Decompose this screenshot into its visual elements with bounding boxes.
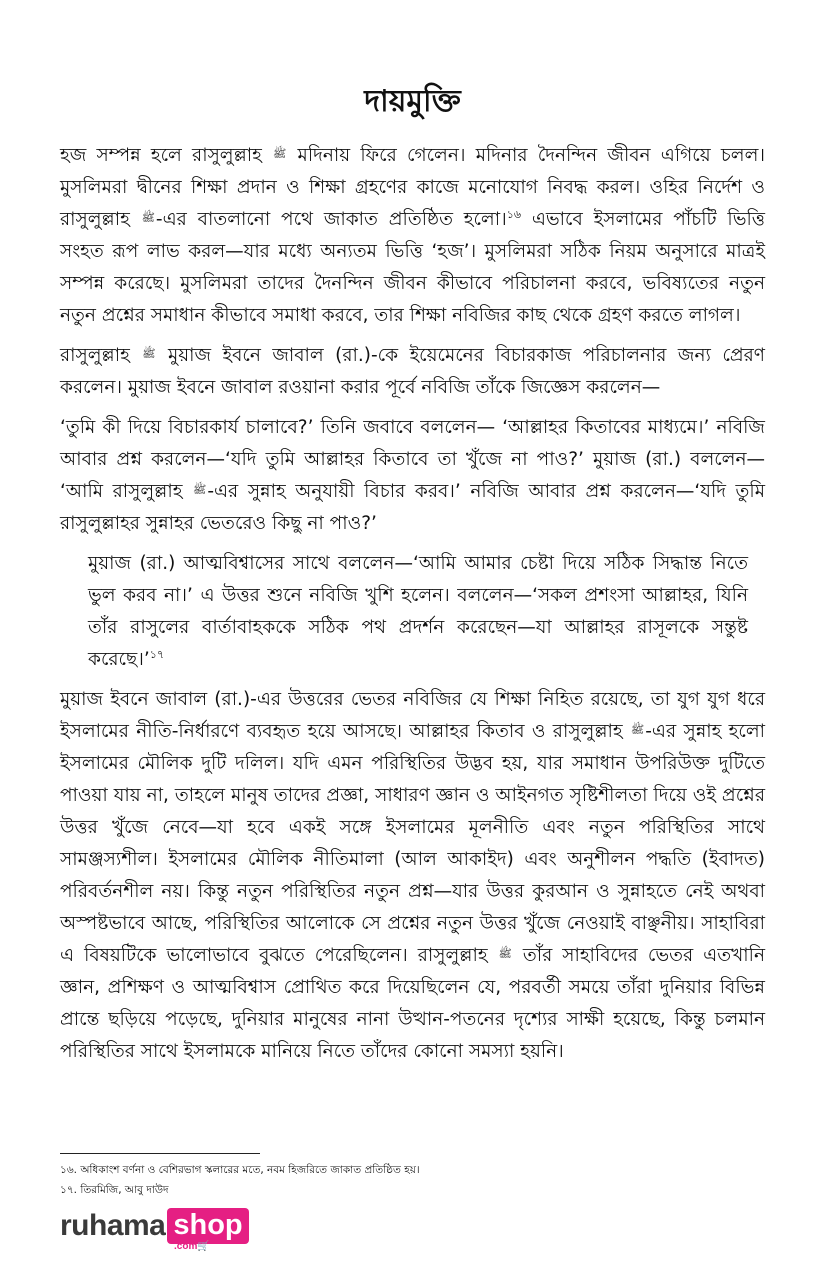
text-run: মদিনায় ফিরে গেলেন। মদিনার দৈনন্দিন জীবন এগিয়ে চলল। মুসলিমরা দ্বীনের শিক্ষা প্রদান ও শিক্ষা গ্রহণের কাজে মনোযোগ নিবদ্ধ করল। ওহির নির্দেশ ও রাসুলুল্লাহ (60, 145, 765, 230)
text-run: তাঁর সাহাবিদের ভেতর এতখানি জ্ঞান, প্রশিক্ষণ ও আত্মবিশ্বাস প্রোথিত করে দিয়েছিলেন যে, পরবর্তী সময়ে তাঁরা দুনিয়ার বিভিন্ন প্রান্তে ছড়িয়ে পড়েছে, দুনিয়ার মানুষের নানা উত্থান-পতনের দৃশ্যের সাক্ষী হয়েছে, কিন্তু চলমান পরিস্থিতির সাথে ইসলামকে মানিয়ে নিতে তাঁদের কোনো সমস্যা হয়নি। (60, 945, 765, 1062)
footnote-marker-16[interactable]: ১৬ (506, 208, 521, 221)
chapter-title: দায়মুক্তি (364, 84, 461, 120)
footnote-marker-17[interactable]: ১৭ (149, 648, 164, 661)
salawat-icon: ﷺ (273, 147, 287, 160)
footnote-divider (60, 1153, 260, 1154)
text-run: এভাবে ইসলামের পাঁচটি ভিত্তি সংহত রূপ লাভ করল—যার মধ্যে অন্যতম ভিত্তি ‘হজ’। মুসলিমরা সঠিক নিয়ম অনুসারে মাত্রই সম্পন্ন করেছে। মুসলিমরা তাদের দৈনন্দিন জীবন কীভাবে পরিচালনা করবে, ভবিষ্যতের নতুন নতুন প্রশ্নের সমাধান কীভাবে সমাধা করবে, তার শিক্ষা নবিজির কাছ থেকে গ্রহণ করতে লাগল। (60, 209, 766, 326)
text-run: -এর সুন্নাহ অনুযায়ী বিচার করব।’ নবিজি আবার প্রশ্ন করলেন—‘যদি তুমি রাসুলুল্লাহর সুন্নাহর ভেতরেও কিছু না পাও?’ (60, 481, 765, 534)
text-run: মুয়াজ ইবনে জাবাল (রা.)-এর উত্তরের ভেতর নবিজির যে শিক্ষা নিহিত রয়েছে, তা যুগ যুগ ধরে ইসলামের নীতি-নির্ধারণে ব্যবহৃত হয়ে আসছে। আল্লাহর কিতাব ও রাসুলুল্লাহ (60, 689, 765, 742)
salawat-icon: ﷺ (142, 347, 156, 360)
paragraph-1 (60, 140, 765, 332)
logo-shop-text: shop (167, 1208, 248, 1244)
footnotes (60, 1160, 760, 1200)
salawat-icon: ﷺ (630, 723, 645, 736)
block-quote (88, 548, 748, 676)
footnote-16: ১৬. অধিকাংশ বর্ণনা ও বেশিরভাগ স্কলারের মতে, নবম হিজরিতে জাকাত প্রতিষ্ঠিত হয়। (60, 1164, 420, 1176)
footnote-17: ১৭. তিরমিজি, আবু দাউদ (60, 1184, 169, 1196)
salawat-icon: ﷺ (193, 483, 207, 496)
paragraph-2 (60, 340, 765, 404)
text-run: -এর সুন্নাহ হলো ইসলামের মৌলিক দুটি দলিল। যদি এমন পরিস্থিতির উদ্ভব হয়, যার সমাধান উপরিউক্ত দুটিতে পাওয়া যায় না, তাহলে মানুষ তাদের প্রজ্ঞা, সাধারণ জ্ঞান ও আইনগত সৃষ্টিশীলতা দিয়ে ওই প্রশ্নের উত্তর খুঁজে নেবে—যা হবে একই সঙ্গে ইসলামের মূলনীতি এবং নতুন পরিস্থিতির সাথে সামঞ্জস্যশীল। ইসলামের মৌলিক নীতিমালা (আল আকাইদ) এবং অনুশীলন পদ্ধতি (ইবাদত) পরিবর্তনশীল নয়। কিন্তু নতুন পরিস্থিতির নতুন প্রশ্ন—যার উত্তর কুরআন ও সুন্নাহতে নেই অথবা অস্পষ্টভাবে আছে, পরিস্থিতির আলোকে সে প্রশ্নের নতুন উত্তর খুঁজে নেওয়াই বাঞ্ছনীয়। সাহাবিরা এ বিষয়টিকে ভালোভাবে বুঝতে পেরেছিলেন। রাসুলুল্লাহ (60, 721, 765, 966)
ruhamashop-logo[interactable] (60, 1208, 249, 1252)
salawat-icon: ﷺ (141, 211, 155, 224)
text-run: রাসুলুল্লাহ (60, 345, 142, 366)
text-run: ‘তুমি কী দিয়ে বিচারকার্য চালাবে?’ তিনি জবাবে বললেন— ‘আল্লাহর কিতাবের মাধ্যমে।’ নবিজি আবার প্রশ্ন করলেন—‘যদি তুমি আল্লাহর কিতাবে তা খুঁজে না পাও?’ মুয়াজ (রা.) বললেন— ‘আমি রাসুলুল্লাহ (60, 417, 765, 502)
text-run: মুয়াজ (রা.) আত্মবিশ্বাসের সাথে বললেন—‘আমি আমার চেষ্টা দিয়ে সঠিক সিদ্ধান্ত নিতে ভুল করব না।’ এ উত্তর শুনে নবিজি খুশি হলেন। বললেন—‘সকল প্রশংসা আল্লাহর, যিনি তাঁর রাসুলের বার্তাবাহককে সঠিক পথ প্রদর্শন করেছেন—যা আল্লাহর রাসূলকে সন্তুষ্ট করেছে।’ (88, 553, 748, 670)
text-run: -এর বাতলানো পথে জাকাত প্রতিষ্ঠিত হলো। (155, 209, 507, 230)
body-text (60, 140, 765, 1076)
text-run: হজ সম্পন্ন হলে রাসুলুল্লাহ (60, 145, 273, 166)
logo-dotcom-text: .com🛒 (174, 1241, 210, 1252)
paragraph-3 (60, 412, 765, 540)
text-run: মুয়াজ ইবনে জাবাল (রা.)-কে ইয়েমেনের বিচারকাজ পরিচালনার জন্য প্রেরণ করলেন। মুয়াজ ইবনে জাবাল রওয়ানা করার পূর্বে নবিজি তাঁকে জিজ্ঞেস করলেন— (60, 345, 765, 398)
paragraph-4 (60, 684, 765, 1068)
logo-ruhama-text: ruhama (60, 1209, 166, 1242)
salawat-icon: ﷺ (498, 947, 512, 960)
